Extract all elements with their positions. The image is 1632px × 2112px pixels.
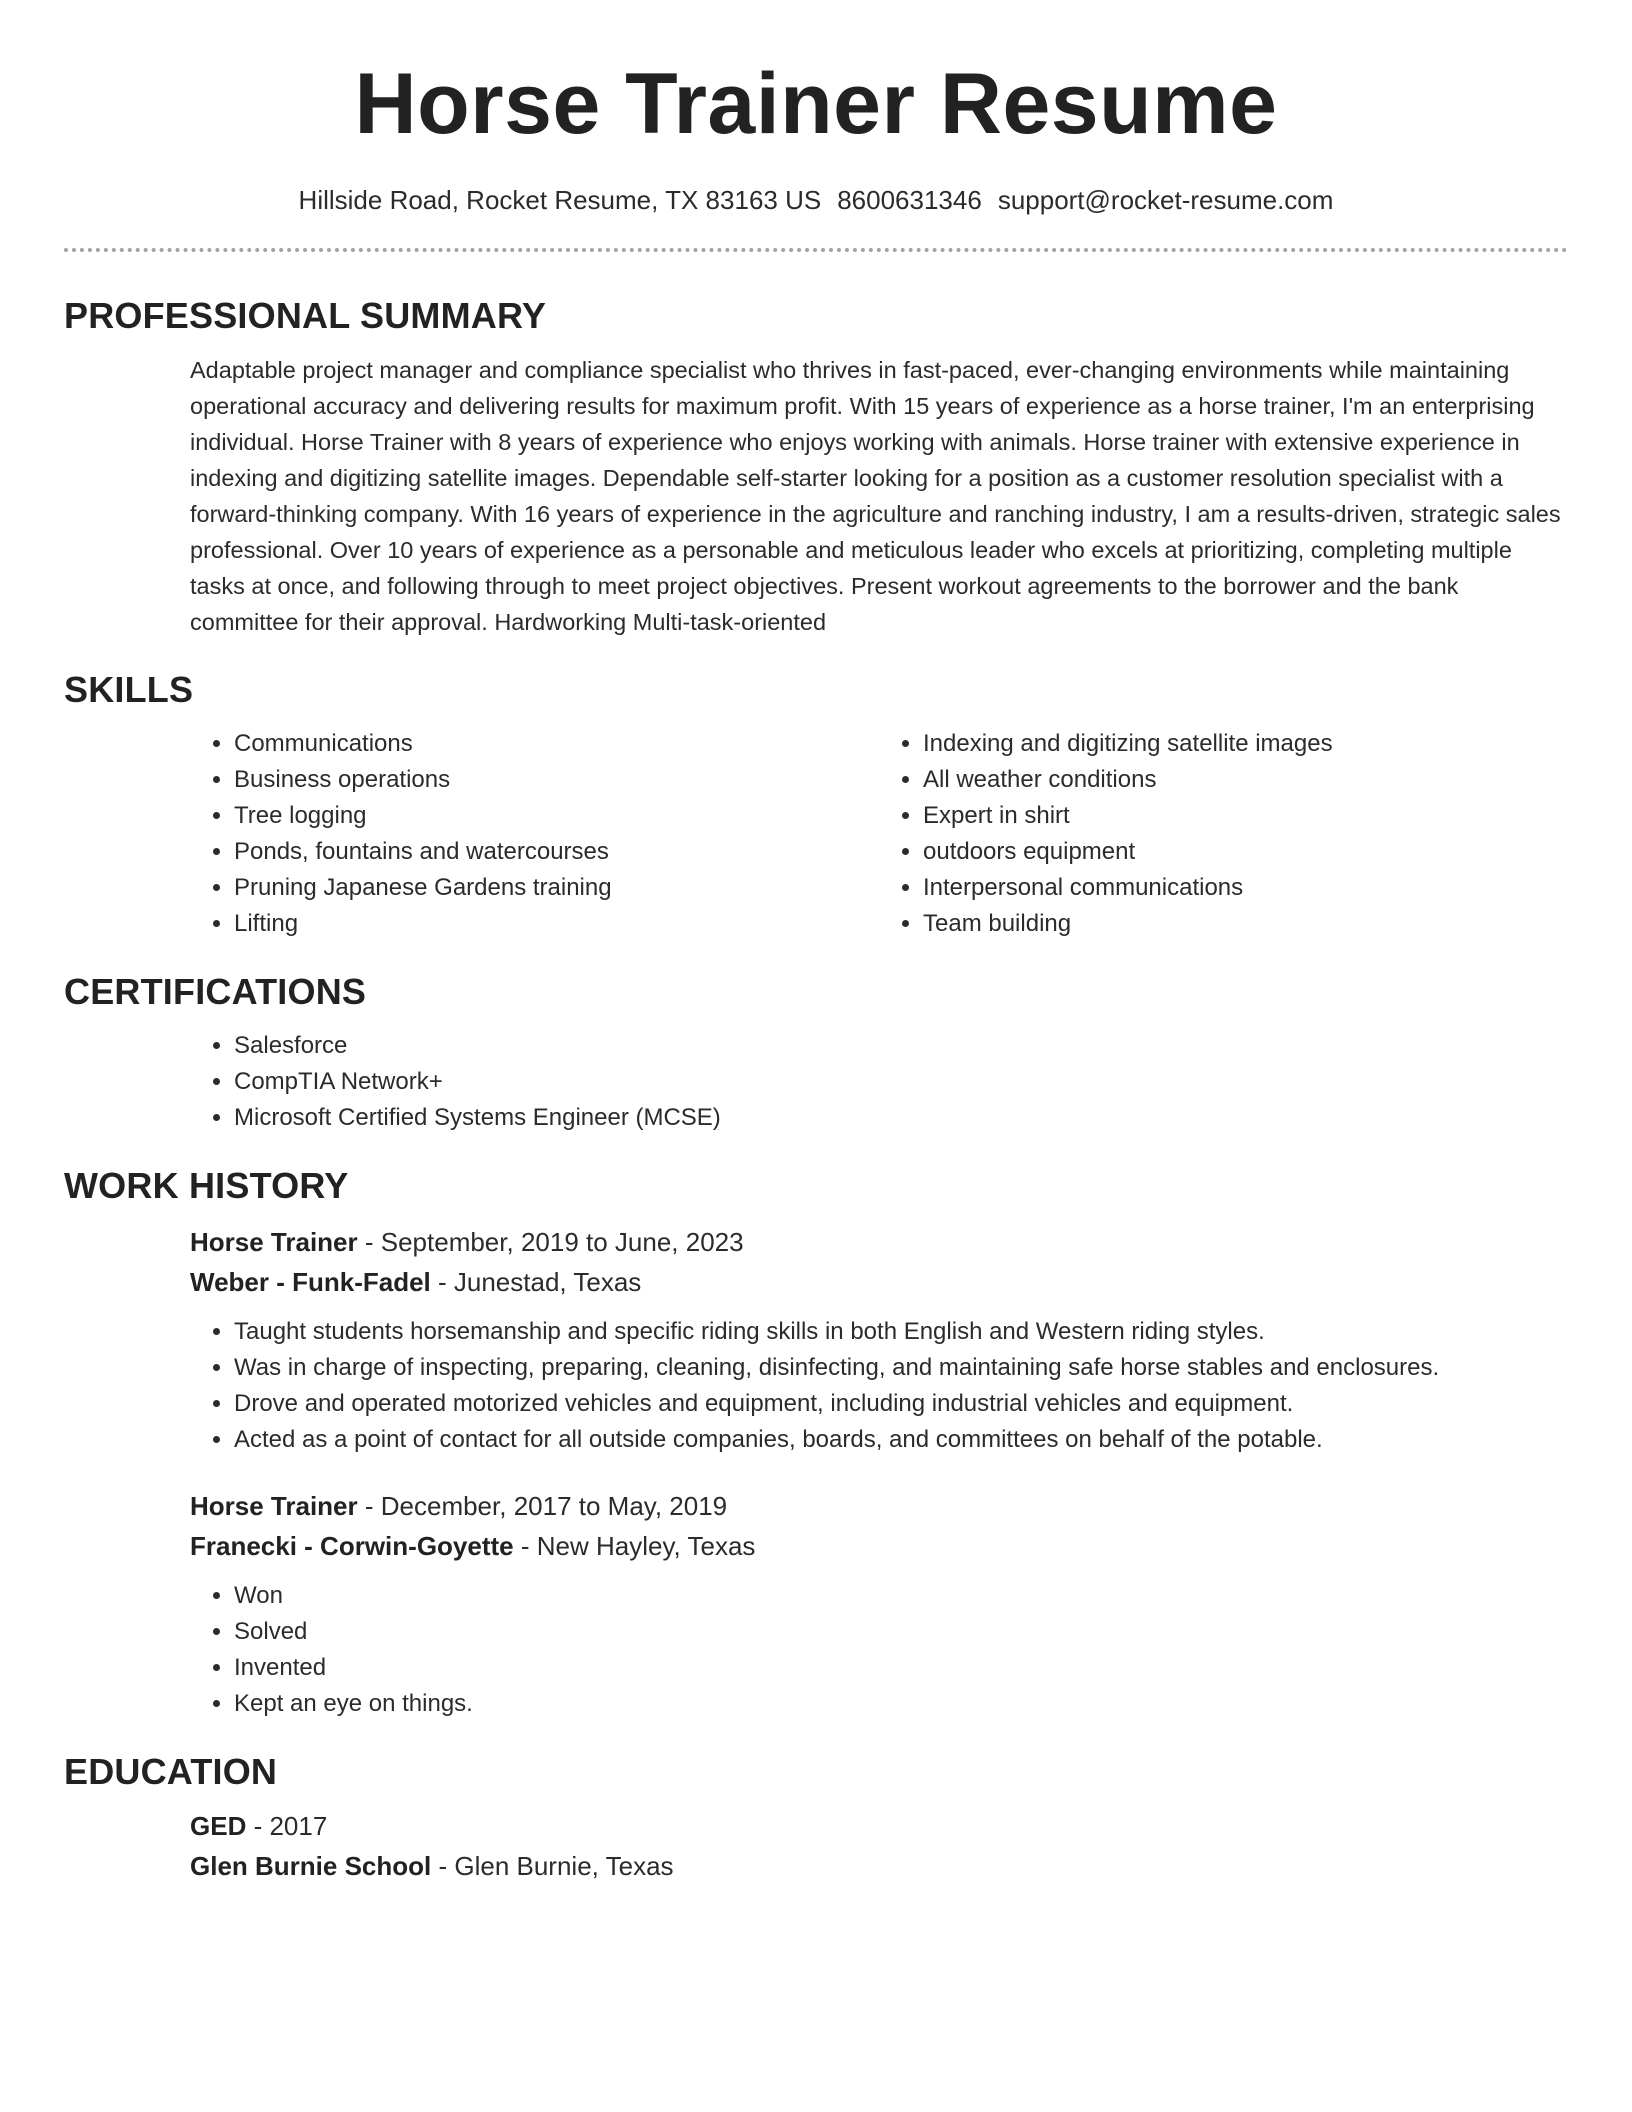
skill-item: • outdoors equipment <box>923 834 1568 870</box>
job-role: Horse Trainer <box>190 1491 358 1521</box>
job-company-line <box>190 1262 1568 1302</box>
job-duty: • Drove and operated motorized vehicles and equipment, including industrial vehicles and equipment. <box>234 1386 1568 1422</box>
certification-item: • CompTIA Network+ <box>234 1064 1568 1100</box>
education-heading: EDUCATION <box>64 1751 278 1792</box>
job-location: - Junestad, Texas <box>430 1267 642 1297</box>
header-divider <box>64 248 1568 252</box>
job-duty: • Won <box>234 1578 1568 1614</box>
skills-section <box>64 668 1568 942</box>
education-school-line <box>190 1846 1568 1886</box>
education-school: Glen Burnie School <box>190 1851 432 1881</box>
job-dates: - September, 2019 to June, 2023 <box>357 1227 744 1257</box>
skill-item: • Pruning Japanese Gardens training <box>234 870 879 906</box>
skill-item: • Interpersonal communications <box>923 870 1568 906</box>
skill-item: • Tree logging <box>234 798 879 834</box>
skill-item: • Indexing and digitizing satellite images <box>923 726 1568 762</box>
job-entry <box>190 1222 1568 1458</box>
skill-item: • Ponds, fountains and watercourses <box>234 834 879 870</box>
job-duty: • Was in charge of inspecting, preparing, cleaning, disinfecting, and maintaining safe horse stables and enclosures. <box>234 1350 1568 1386</box>
summary-body <box>190 352 1568 640</box>
certifications-heading: CERTIFICATIONS <box>64 971 367 1012</box>
job-duty: • Kept an eye on things. <box>234 1686 1568 1722</box>
job-role: Horse Trainer <box>190 1227 358 1257</box>
certifications-body <box>190 1028 1568 1136</box>
contact-phone: 8600631346 <box>837 185 982 215</box>
education-degree-line <box>190 1806 1568 1846</box>
job-company-line <box>190 1526 1568 1566</box>
job-company: Weber - Funk-Fadel <box>190 1267 431 1297</box>
job-dates: - December, 2017 to May, 2019 <box>357 1491 728 1521</box>
education-year: - 2017 <box>246 1811 328 1841</box>
certification-item: • Microsoft Certified Systems Engineer (MCSE) <box>234 1100 1568 1136</box>
skills-grid <box>190 726 1568 942</box>
skill-item: • Business operations <box>234 762 879 798</box>
job-title-line <box>190 1486 1568 1526</box>
summary-text: Adaptable project manager and compliance specialist who thrives in fast-paced, ever-changing environments while maintaining operational accuracy and delivering results for maximum profit. With 15 years of experience as a horse trainer, I'm an enterprising individual. Horse Trainer with 8 years of experience who enjoys working with animals. Horse trainer with extensive experience in indexing and digitizing satellite images. Dependable self-starter looking for a position as a customer resolution specialist with a forward-thinking company. With 16 years of experience in the agriculture and ranching industry, I am a results-driven, strategic sales professional. Over 10 years of experience as a personable and meticulous leader who excels at prioritizing, completing multiple tasks at once, and following through to meet project objectives. Present workout agreements to the borrower and the bank committee for their approval. Hardworking Multi-task-oriented <box>190 357 1561 635</box>
skills-list-right <box>879 726 1568 942</box>
job-entry <box>190 1486 1568 1722</box>
education-location: - Glen Burnie, Texas <box>431 1851 674 1881</box>
job-company: Franecki - Corwin-Goyette <box>190 1531 514 1561</box>
skill-item: • Lifting <box>234 906 879 942</box>
skill-item: • Expert in shirt <box>923 798 1568 834</box>
skill-item: • Team building <box>923 906 1568 942</box>
job-title-line <box>190 1222 1568 1262</box>
job-location: - New Hayley, Texas <box>513 1531 756 1561</box>
job-duty: • Invented <box>234 1650 1568 1686</box>
contact-line <box>64 182 1568 218</box>
job-duties-list <box>190 1578 1568 1722</box>
skill-item: • All weather conditions <box>923 762 1568 798</box>
education-entry <box>190 1806 1568 1886</box>
contact-address: Hillside Road, Rocket Resume, TX 83163 US <box>298 185 822 215</box>
job-duties-list <box>190 1314 1568 1458</box>
skill-item: • Communications <box>234 726 879 762</box>
summary-heading: PROFESSIONAL SUMMARY <box>64 295 547 336</box>
certification-item: • Salesforce <box>234 1028 1568 1064</box>
certifications-list <box>190 1028 1568 1136</box>
contact-email: support@rocket-resume.com <box>997 185 1334 215</box>
job-duty: • Taught students horsemanship and specific riding skills in both English and Western riding styles. <box>234 1314 1568 1350</box>
certifications-section <box>64 970 1568 1136</box>
work-history-section <box>64 1164 1568 1722</box>
work-history-heading: WORK HISTORY <box>64 1165 349 1206</box>
skills-list-left <box>190 726 879 942</box>
summary-section <box>64 294 1568 640</box>
resume-title: Horse Trainer Resume <box>354 56 1278 152</box>
job-duty: • Solved <box>234 1614 1568 1650</box>
education-degree: GED <box>190 1811 247 1841</box>
education-section <box>64 1750 1568 1886</box>
skills-heading: SKILLS <box>64 669 194 710</box>
job-duty: • Acted as a point of contact for all outside companies, boards, and committees on behalf of the potable. <box>234 1422 1568 1458</box>
